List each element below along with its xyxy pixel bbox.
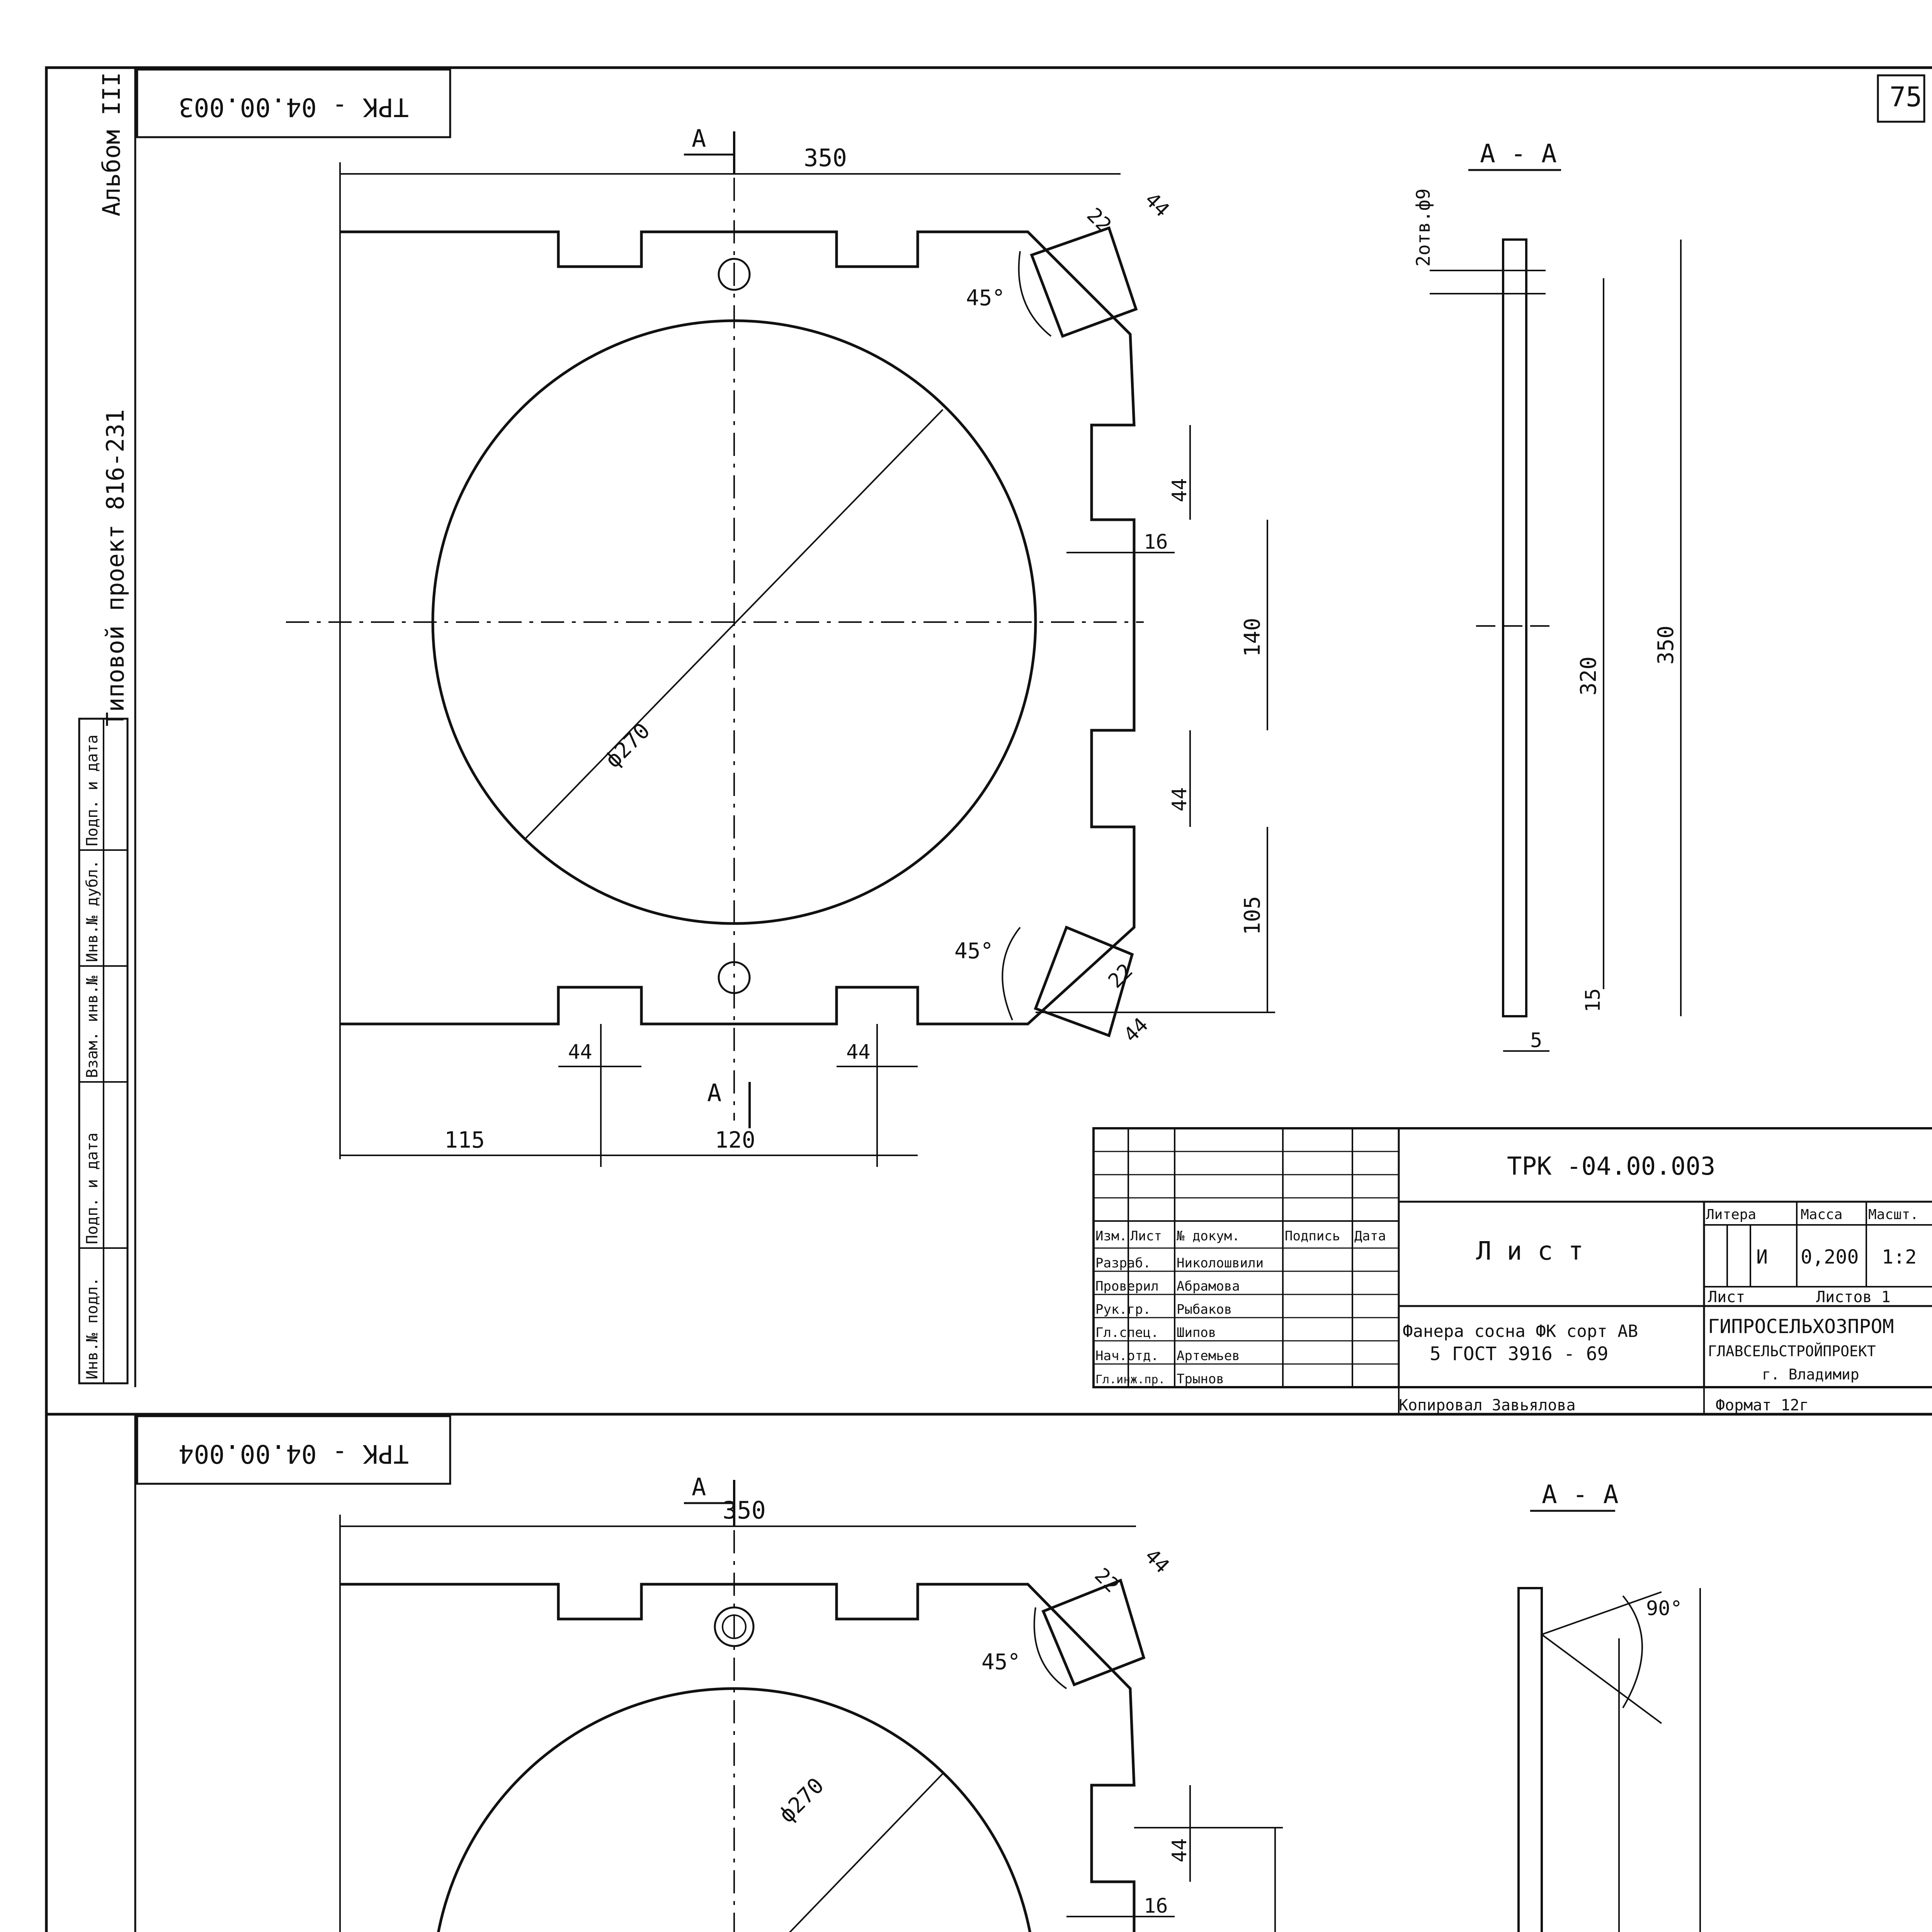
side-stamp-top <box>79 719 128 1383</box>
dim-bottom-tab-right: 44 <box>846 1041 871 1064</box>
doc-title: Л и с т <box>1476 1236 1584 1266</box>
col-header: Дата <box>1354 1228 1386 1244</box>
scale: 1:2 <box>1882 1246 1917 1268</box>
dim-tab-top: 44 <box>1168 478 1191 502</box>
sheet-004 <box>137 1416 1932 1932</box>
dim-angle-bottom: 45° <box>954 939 994 964</box>
corner-code: ТРК - 04.00.003 <box>178 92 409 122</box>
col-header: Подпись <box>1285 1228 1340 1244</box>
org-3: г. Владимир <box>1762 1366 1859 1383</box>
section-angle: 90° <box>1646 1597 1682 1620</box>
mass-header: Масса <box>1801 1207 1843 1223</box>
role-name: Шипов <box>1177 1325 1216 1340</box>
role-name: Трынов <box>1177 1371 1224 1387</box>
section-marker-top: А <box>692 1473 706 1501</box>
material: Фанера сосна ФК сорт АВ <box>1403 1321 1638 1341</box>
side-stamp-label: Инв.№ дубл. <box>83 860 101 962</box>
section-marker-bottom: А <box>707 1079 722 1107</box>
role-label: Гл.инж.пр. <box>1095 1373 1165 1386</box>
side-stamp-label: Подп. и дата <box>83 1133 101 1244</box>
dim-mid-span: 120 <box>715 1127 755 1153</box>
main-circle <box>433 1689 1036 1932</box>
project-label: Типовой проект 816-231 <box>101 409 129 726</box>
side-stamp-label: Взам. инв.№ <box>83 976 101 1078</box>
role-label: Нач.отд. <box>1095 1348 1159 1364</box>
dim-diameter: ф270 <box>600 718 655 773</box>
dim-width: 350 <box>804 144 847 172</box>
title-block-003 <box>1094 1128 1932 1414</box>
dim-span-low: 105 <box>1240 896 1265 935</box>
section-outer-len: 350 <box>1653 625 1679 665</box>
role-label: Проверил <box>1095 1279 1159 1294</box>
sheet-003 <box>137 70 1932 1414</box>
dim-diameter: ф270 <box>774 1773 829 1828</box>
role-label: Разраб. <box>1095 1255 1151 1271</box>
org-1: ГИПРОСЕЛЬХОЗПРОМ <box>1708 1315 1894 1338</box>
dim-notch-a: 44 <box>1140 1544 1174 1578</box>
role-label: Гл.спец. <box>1095 1325 1159 1340</box>
section-title: А - А <box>1480 139 1557 168</box>
part-outline <box>340 232 1134 1024</box>
sheets-label: Листов 1 <box>1816 1288 1891 1306</box>
doc-code: ТРК -04.00.003 <box>1507 1152 1716 1181</box>
dim-tab-top: 44 <box>1168 1838 1191 1862</box>
role-name: Артемьев <box>1177 1348 1240 1364</box>
section-edge: 15 <box>1582 988 1605 1012</box>
role-name: Рыбаков <box>1177 1302 1232 1317</box>
side-stamp-label: Подп. и дата <box>83 735 101 846</box>
section-profile <box>1503 240 1526 1016</box>
section-holes-note: 2отв.ф9 <box>1413 188 1434 267</box>
album-label: Альбом III <box>97 72 126 216</box>
litera-header: Литера <box>1706 1207 1757 1223</box>
dim-notch-b: 22 <box>1090 1563 1124 1597</box>
dim-tab-low: 44 <box>1168 787 1191 811</box>
section-inner-len: 320 <box>1576 656 1601 696</box>
section-marker-top: А <box>692 124 706 153</box>
sheet-label: Лист <box>1708 1288 1745 1306</box>
dim-bottom-notch-c: 22 <box>1104 959 1138 993</box>
mass: 0,200 <box>1801 1246 1859 1268</box>
col-header: Лист <box>1130 1228 1162 1244</box>
dim-bottom-notch-d: 44 <box>1119 1013 1153 1047</box>
role-name: Абрамова <box>1177 1279 1240 1294</box>
format: Формат 12г <box>1716 1396 1809 1414</box>
page-number: 75 <box>1889 81 1922 113</box>
copied-by: Копировал Завьялова <box>1399 1396 1576 1414</box>
col-header: № докум. <box>1177 1228 1240 1244</box>
dim-angle-top: 45° <box>966 286 1005 311</box>
dim-span-mid: 140 <box>1240 617 1265 657</box>
role-label: Рук.гр. <box>1095 1302 1151 1317</box>
section-title: А - А <box>1542 1480 1619 1509</box>
section-thickness: 5 <box>1530 1029 1543 1052</box>
litera: И <box>1756 1246 1768 1268</box>
dim-notch-b: 22 <box>1082 203 1116 237</box>
dim-angle-top: 45° <box>981 1650 1021 1675</box>
dim-bottom-tab-left: 44 <box>568 1041 592 1064</box>
dim-notch-a: 44 <box>1140 188 1174 222</box>
dim-tab-depth: 16 <box>1144 531 1168 554</box>
col-header: Изм. <box>1095 1228 1127 1244</box>
scale-header: Масшт. <box>1868 1207 1919 1223</box>
standard: 5 ГОСТ 3916 - 69 <box>1430 1343 1609 1365</box>
section-profile <box>1519 1588 1542 1932</box>
side-stamp-label: Инв.№ подл. <box>83 1277 101 1379</box>
org-2: ГЛАВСЕЛЬСТРОЙПРОЕКТ <box>1708 1343 1876 1360</box>
dim-left-span: 115 <box>444 1127 485 1153</box>
role-name: Николошвили <box>1177 1255 1264 1271</box>
corner-code: ТРК - 04.00.004 <box>178 1439 409 1469</box>
dim-width: 350 <box>723 1496 766 1524</box>
dim-tab-depth: 16 <box>1144 1895 1168 1918</box>
